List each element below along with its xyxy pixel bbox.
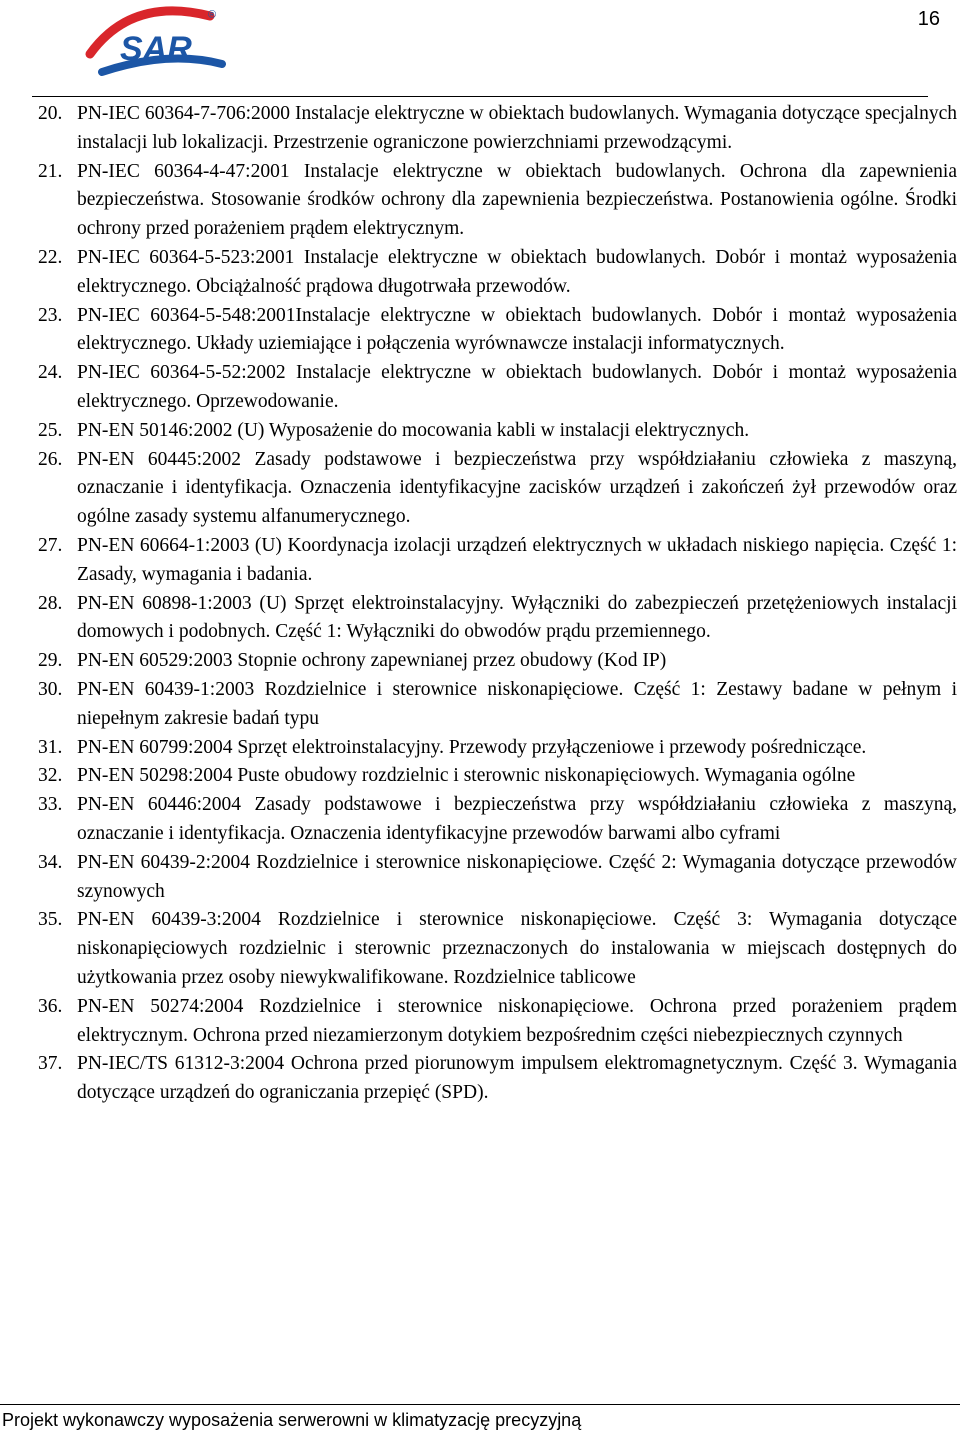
- item-text: PN-EN 50298:2004 Puste obudowy rozdzielnic i sterownic niskonapięciowych. Wymagania ogólne: [77, 765, 856, 787]
- item-number: 31.: [38, 736, 63, 758]
- item-number: 26.: [38, 448, 63, 470]
- list-item: [0, 676, 960, 734]
- list-item: [0, 849, 960, 907]
- item-text: PN-IEC 60364-4-47:2001 Instalacje elektryczne w obiektach budowlanych. Ochrona dla zapewnienia bezpieczeństwa. Stosowanie środków ochrony dla zapewnienia bezpieczeństwa. Postanowienia ogólne. Środki ochrony przed porażeniem prądem elektrycznym.: [77, 160, 957, 240]
- list-item: [0, 1050, 960, 1108]
- item-number: 28.: [38, 592, 63, 614]
- item-number: 37.: [38, 1053, 63, 1075]
- item-number: 27.: [38, 534, 63, 556]
- item-text: PN-EN 60529:2003 Stopnie ochrony zapewnianej przez obudowy (Kod IP): [77, 650, 667, 672]
- list-item: [0, 590, 960, 648]
- item-number: 29.: [38, 650, 63, 672]
- list-item: [0, 791, 960, 849]
- list-item: [0, 359, 960, 417]
- list-item: [0, 906, 960, 992]
- registered-mark: ®: [208, 9, 217, 21]
- item-number: 32.: [38, 765, 63, 787]
- item-number: 21.: [38, 160, 63, 182]
- list-item: [0, 417, 960, 446]
- list-item: [0, 100, 960, 158]
- page-header: [0, 0, 960, 100]
- item-text: PN-IEC 60364-5-52:2002 Instalacje elektryczne w obiektach budowlanych. Dobór i montaż wyposażenia elektrycznego. Oprzewodowanie.: [77, 362, 957, 412]
- item-text: PN-EN 50146:2002 (U) Wyposażenie do mocowania kabli w instalacji elektrycznych.: [77, 419, 750, 441]
- header-divider: [32, 96, 928, 97]
- item-text: PN-IEC 60364-5-548:2001Instalacje elektryczne w obiektach budowlanych. Dobór i montaż wyposażenia elektrycznego. Układy uziemiające i połączenia wyrównawcze instalacji informatycznych.: [77, 304, 957, 355]
- list-item: [0, 244, 960, 302]
- item-number: 30.: [38, 678, 63, 700]
- item-text: PN-EN 60439-1:2003 Rozdzielnice i sterownice niskonapięciowe. Część 1: Zestawy badane w pełnym i niepełnym zakresie badań typu: [77, 678, 957, 729]
- logo-text: SAR: [120, 30, 192, 68]
- item-text: PN-EN 60439-3:2004 Rozdzielnice i sterownice niskonapięciowe. Część 3: Wymagania dotyczące niskonapięciowych rozdzielnic i sterownic przeznaczonych do instalowania w miejscach dostępnych do użytkowania przez osoby niewykwalifikowane. Rozdzielnice tablicowe: [77, 909, 957, 988]
- item-number: 22.: [38, 246, 63, 268]
- item-text: PN-EN 60799:2004 Sprzęt elektroinstalacyjny. Przewody przyłączeniowe i przewody pośredniczące.: [77, 736, 867, 758]
- item-number: 36.: [38, 995, 63, 1017]
- item-number: 23.: [38, 304, 63, 326]
- item-text: PN-EN 60445:2002 Zasady podstawowe i bezpieczeństwa przy współdziałaniu człowieka z maszyną, oznaczanie i identyfikacja. Oznaczenia identyfikacyjne zacisków urządzeń i zakończeń żył przewodów oraz ogólne zasady systemu alfanumerycznego.: [77, 448, 957, 528]
- footer-divider: [0, 1404, 960, 1405]
- list-item: [0, 734, 960, 763]
- item-text: PN-EN 60898-1:2003 (U) Sprzęt elektroinstalacyjny. Wyłączniki do zabezpieczeń przetężeniowych instalacji domowych i podobnych. Część 1: Wyłączniki do obwodów prądu przemiennego.: [77, 592, 957, 643]
- item-text: PN-IEC 60364-7-706:2000 Instalacje elektryczne w obiektach budowlanych. Wymagania dotyczące specjalnych instalacji lub lokalizacji. Przestrzenie ograniczone powierzchniami przewodzącymi.: [77, 103, 957, 153]
- list-item: [0, 993, 960, 1051]
- list-item: [0, 762, 960, 791]
- item-number: 20.: [38, 103, 63, 124]
- sar-logo: [72, 2, 232, 82]
- item-number: 33.: [38, 794, 63, 816]
- item-number: 25.: [38, 419, 63, 441]
- item-number: 35.: [38, 909, 63, 931]
- item-text: PN-EN 60664-1:2003 (U) Koordynacja izolacji urządzeń elektrycznych w układach niskiego napięcia. Część 1: Zasady, wymagania i badania.: [77, 534, 957, 585]
- footer-text: Projekt wykonawczy wyposażenia serwerowni w klimatyzację precyzyjną: [2, 1410, 582, 1430]
- item-number: 34.: [38, 851, 63, 873]
- list-item: [0, 647, 960, 676]
- item-number: 24.: [38, 362, 63, 384]
- list-item: [0, 446, 960, 532]
- page-number: 16: [917, 8, 940, 30]
- item-text: PN-IEC/TS 61312-3:2004 Ochrona przed piorunowym impulsem elektromagnetycznym. Część 3. Wymagania dotyczące urządzeń do ograniczania przepięć (SPD).: [77, 1053, 957, 1104]
- item-text: PN-EN 60446:2004 Zasady podstawowe i bezpieczeństwa przy współdziałaniu człowieka z maszyną, oznaczanie i identyfikacja. Oznaczenia identyfikacyjne przewodów barwami albo cyframi: [77, 794, 957, 844]
- list-item: [0, 158, 960, 244]
- standards-list: [0, 100, 960, 1108]
- list-item: [0, 532, 960, 590]
- item-text: PN-EN 60439-2:2004 Rozdzielnice i sterownice niskonapięciowe. Część 2: Wymagania dotyczące przewodów szynowych: [77, 851, 957, 902]
- list-item: [0, 302, 960, 360]
- item-text: PN-IEC 60364-5-523:2001 Instalacje elektryczne w obiektach budowlanych. Dobór i montaż wyposażenia elektrycznego. Obciążalność prądowa długotrwała przewodów.: [77, 246, 957, 297]
- item-text: PN-EN 50274:2004 Rozdzielnice i sterownice niskonapięciowe. Ochrona przed porażeniem prądem elektrycznym. Ochrona przed niezamierzonym dotykiem bezpośrednim części niebezpiecznych czynnych: [77, 995, 957, 1046]
